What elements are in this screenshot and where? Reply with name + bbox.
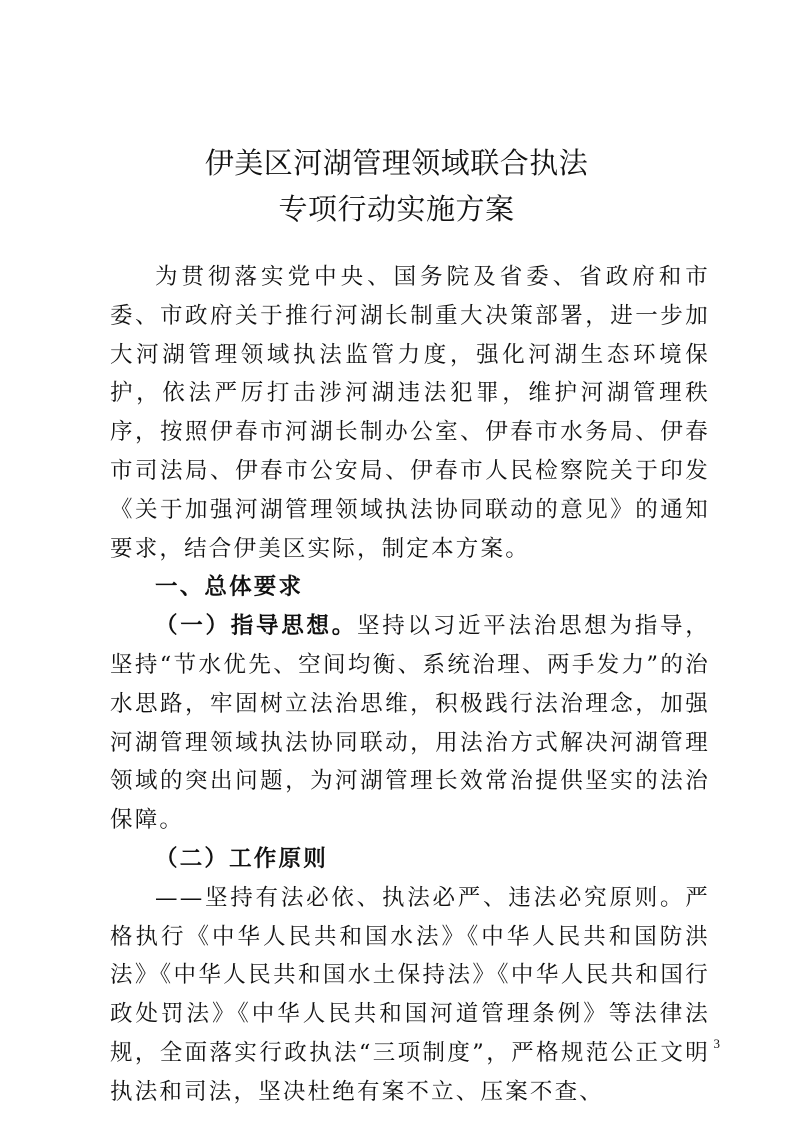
subsection-heading-work-principles: （二）工作原则 (155, 845, 328, 872)
guiding-ideology-text: 坚持以习近平法治思想为指导，坚持“节水优先、空间均衡、系统治理、两手发力”的治水思路，牢固树立法治思维，积极践行法治理念，加强河湖管理领域执法协同联动，用法治方式解决河湖管理领域的突出问题，为河湖管理长效常治提供坚实的法治保障。 (110, 613, 710, 834)
intro-paragraph: 为贯彻落实党中央、国务院及省委、省政府和市委、市政府关于推行河湖长制重大决策部署，进一步加大河湖管理领域执法监管力度，强化河湖生态环境保护，依法严厉打击涉河湖违法犯罪，维护河湖管理秩序，按照伊春市河湖长制办公室、伊春市水务局、伊春市司法局、伊春市公安局、伊春市人民检察院关于印发《关于加强河湖管理领域执法协同联动的意见》的通知要求，结合伊美区实际，制定本方案。 (110, 264, 710, 562)
guiding-ideology-paragraph (110, 607, 710, 840)
document-body (110, 258, 710, 1112)
title-line-2: 专项行动实施方案 (278, 192, 515, 226)
title-line-1: 伊美区河湖管理领域联合执法 (204, 146, 589, 180)
section-heading-general-requirements: 一、总体要求 (155, 574, 304, 601)
guiding-ideology-label: （一）指导思想。 (155, 613, 358, 640)
document-title (0, 140, 793, 232)
page-number: 3 (713, 1036, 720, 1051)
principle-paragraph: ——坚持有法必依、执法必严、违法必究原则。严格执行《中华人民共和国水法》《中华人民共和国防洪法》《中华人民共和国水土保持法》《中华人民共和国行政处罚法》《中华人民共和国河道管理条例》等法律法规，全面落实行政执法“三项制度”，严格规范公正文明执法和司法，坚决杜绝有案不立、压案不查、 (110, 884, 710, 1105)
